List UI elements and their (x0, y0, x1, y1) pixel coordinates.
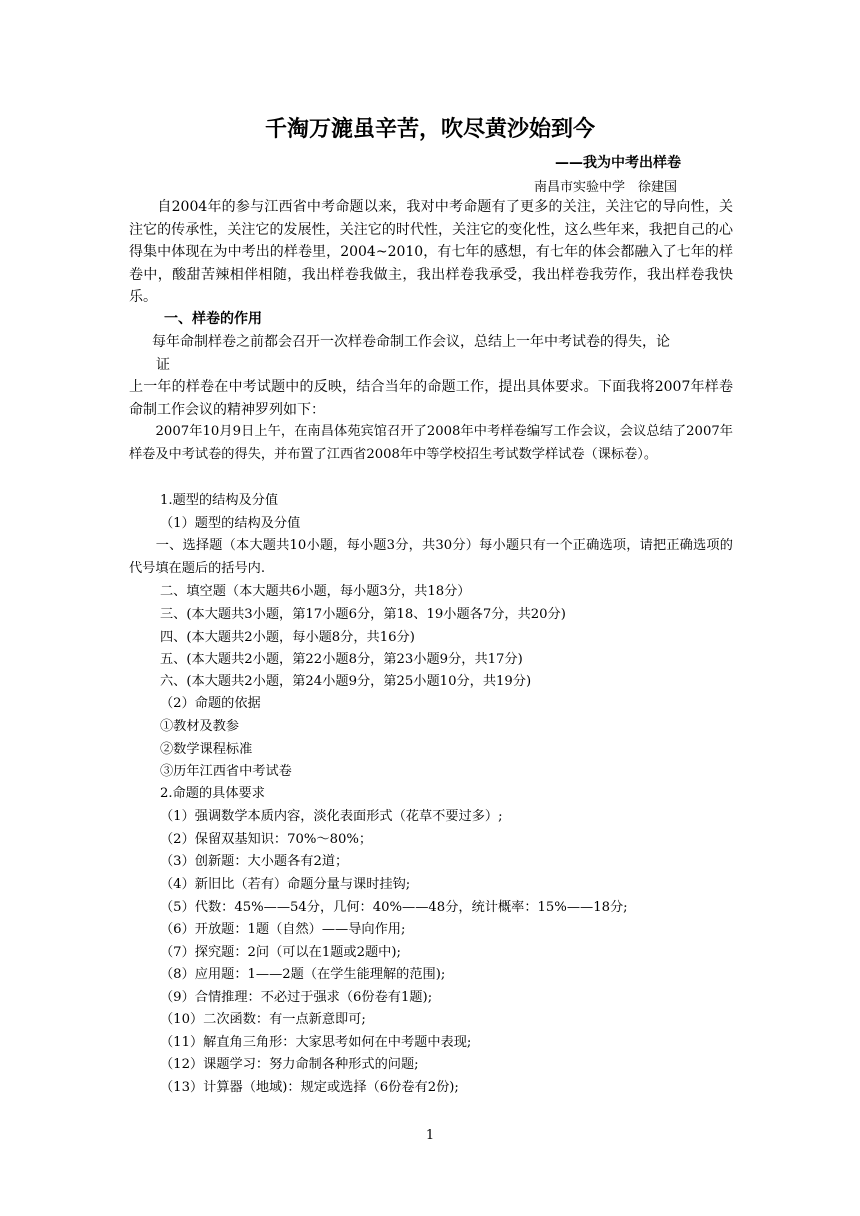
paragraph-2-line-2: 证 (156, 357, 170, 373)
intro-paragraph: 自2004年的参与江西省中考命题以来，我对中考命题有了更多的关注，关注它的导向性，关注它的传承性，关注它的发展性，关注它的时代性，关注它的变化性，这么些年来，我把自己的心得集中体现在为中考出的样卷里，2004~2010，有七年的感想，有七年的体会都融入了七年的样卷中，酸甜苦辣相伴相随，我出样卷我做主，我出样卷我承受，我出样卷我劳作，我出样卷我快乐。 (129, 199, 733, 306)
paragraph-2-line-1: 每年命制样卷之前都会召开一次样卷命制工作会议，总结上一年中考试卷的得失，论 (152, 334, 670, 350)
requirement-4: （4）新旧比（若有）命题分量与课时挂钩; (160, 877, 411, 892)
author-line: 南昌市实验中学 徐建国 (534, 180, 678, 195)
page-number: 1 (425, 1128, 435, 1143)
requirement-7: （7）探究题：2问（可以在1题或2题中); (160, 945, 401, 960)
heading-2: 2.命题的具体要求 (160, 786, 265, 801)
paragraph-3: 上一年的样卷在中考试题中的反映，结合当年的命题工作，提出具体要求。下面我将2007年样卷命制工作会议的精神罗列如下： (129, 379, 733, 418)
question-type-3: 三、(本大题共3小题，第17小题6分，第18、19小题各7分，共20分) (160, 607, 566, 622)
requirement-2: （2）保留双基知识：70%～80%； (160, 832, 373, 847)
heading-1: 1.题型的结构及分值 (160, 493, 279, 508)
document-title: 千淘万漉虽辛苦，吹尽黄沙始到今 (264, 117, 595, 142)
question-type-2: 二、填空题（本大题共6小题，每小题3分，共18分） (160, 584, 471, 599)
heading-1-2: （2）命题的依据 (160, 696, 261, 711)
section-heading-1: 一、样卷的作用 (164, 311, 262, 327)
question-type-1: 一、选择题（本大题共10小题，每小题3分，共30分）每小题只有一个正确选项，请把正确选项的代号填在题后的括号内. (129, 538, 733, 576)
requirement-13: （13）计算器（地域)：规定或选择（6份卷有2份); (160, 1080, 459, 1095)
requirement-9: （9）合情推理：不必过于强求（6份卷有1题); (160, 990, 433, 1005)
requirement-6: （6）开放题：1题（自然）——导向作用; (160, 922, 406, 937)
paragraph-4: 2007年10月9日上午，在南昌体苑宾馆召开了2008年中考样卷编写工作会议，会议总结了2007年样卷及中考试卷的得失，并布置了江西省2008年中等学校招生考试数学样试卷（课标卷）。 (129, 424, 733, 462)
requirement-1: （1）强调数学本质内容，淡化表面形式（花草不要过多）; (160, 809, 503, 824)
question-type-5: 五、(本大题共2小题，第22小题8分，第23小题9分，共17分) (160, 652, 523, 667)
question-type-6: 六、(本大题共2小题，第24小题9分，第25小题10分，共19分) (160, 674, 532, 689)
requirement-5: （5）代数：45%——54分，几何：40%——48分，统计概率：15%——18分; (160, 900, 628, 915)
requirement-11: （11）解直角三角形：大家思考如何在中考题中表现; (160, 1035, 472, 1050)
requirement-10: （10）二次函数：有一点新意即可; (160, 1012, 366, 1027)
basis-item-1: ①教材及教参 (160, 719, 240, 734)
basis-item-2: ②数学课程标准 (160, 742, 253, 757)
requirement-12: （12）课题学习：努力命制各种形式的问题; (160, 1057, 419, 1072)
question-type-4: 四、(本大题共2小题，每小题8分，共16分) (160, 630, 415, 645)
heading-1-1: （1）题型的结构及分值 (160, 516, 301, 531)
requirement-8: （8）应用题：1——2题（在学生能理解的范围); (160, 967, 446, 982)
document-subtitle: ——我为中考出样卷 (555, 155, 681, 171)
basis-item-3: ③历年江西省中考试卷 (160, 764, 292, 779)
requirement-3: （3）创新题：大小题各有2道； (160, 854, 349, 869)
